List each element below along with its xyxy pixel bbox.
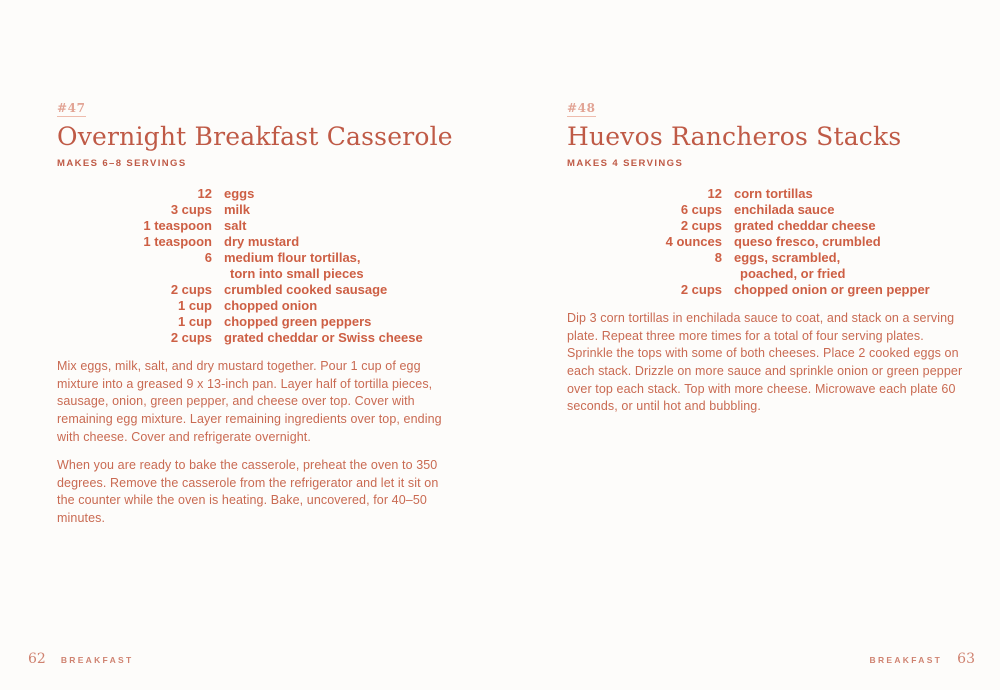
ingredient-quantity: 2 cups [170,330,212,346]
ingredient-row [57,234,455,250]
ingredient-row [57,202,455,218]
instruction-paragraph: Mix eggs, milk, salt, and dry mustard together. Pour 1 cup of egg mixture into a greased 9 x 13-inch pan. Layer half of tortilla pieces, sausage, onion, green pepper, and cheese over top. Cover with remaining egg mixture. Layer remaining ingredients over top, ending with cheese. Cover and refrigerate overnight. [57,359,442,444]
ingredient-name: chopped onion [224,298,318,314]
instructions [567,310,963,416]
right-recipe [567,99,963,427]
ingredient-row [57,330,455,346]
ingredient-quantity: 1 cup [178,298,212,314]
page-number: 62 [28,651,46,667]
ingredient-name: crumbled cooked sausage [224,282,388,298]
ingredient-row [57,218,455,234]
ingredient-name: chopped green peppers [224,314,372,330]
ingredient-quantity: 2 cups [680,282,722,298]
ingredient-row [567,234,963,250]
ingredient-name: salt [224,218,247,234]
ingredient-quantity: 1 teaspoon [143,234,212,250]
servings-line: MAKES 4 SERVINGS [567,158,684,170]
right-page-footer [870,651,975,667]
ingredients-list [567,186,963,298]
ingredient-quantity: 8 [714,250,722,266]
ingredient-name: milk [224,202,251,218]
ingredient-name: grated cheddar cheese [734,218,876,234]
ingredient-quantity: 3 cups [170,202,212,218]
ingredient-row [567,202,963,218]
ingredient-quantity: 2 cups [680,218,722,234]
ingredient-quantity: 2 cups [170,282,212,298]
ingredient-row [57,250,455,282]
ingredient-row [567,218,963,234]
ingredient-quantity: 6 cups [680,202,722,218]
ingredient-row [57,314,455,330]
ingredient-quantity: 12 [707,186,722,202]
section-label: BREAKFAST [60,655,134,665]
recipe-number-tag: #48 [567,101,596,115]
ingredient-name: medium flour tortillas, torn into small pieces [224,250,364,282]
ingredient-name: grated cheddar or Swiss cheese [224,330,423,346]
recipe-title: Overnight Breakfast Casserole [57,122,453,151]
recipe-number-tag: #47 [57,101,86,115]
ingredient-name: eggs, scrambled, poached, or fried [734,250,846,282]
ingredient-name: enchilada sauce [734,202,835,218]
left-recipe [57,99,455,539]
ingredient-quantity: 4 ounces [665,234,722,250]
ingredient-row [567,186,963,202]
ingredient-row [57,282,455,298]
ingredient-row [567,250,963,282]
servings-line: MAKES 6–8 SERVINGS [57,158,187,170]
ingredient-quantity: 12 [197,186,212,202]
ingredient-row [567,282,963,298]
instructions [57,358,455,527]
section-label: BREAKFAST [869,655,943,665]
instruction-paragraph: When you are ready to bake the casserole, preheat the oven to 350 degrees. Remove the casserole from the refrigerator and let it sit on the counter while the oven is heating. Bake, uncovered, for 40–50 minutes. [57,458,439,525]
ingredient-quantity: 1 teaspoon [143,218,212,234]
recipe-title: Huevos Rancheros Stacks [567,122,902,151]
ingredient-name: dry mustard [224,234,300,250]
ingredient-name: corn tortillas [734,186,813,202]
ingredient-name: eggs [224,186,255,202]
ingredient-quantity: 1 cup [178,314,212,330]
page-number: 63 [957,651,975,667]
ingredient-quantity: 6 [204,250,212,266]
ingredient-name: chopped onion or green pepper [734,282,930,298]
ingredient-name: queso fresco, crumbled [734,234,881,250]
ingredient-row [57,298,455,314]
ingredient-row [57,186,455,202]
left-page-footer [28,651,133,667]
instruction-paragraph: Dip 3 corn tortillas in enchilada sauce to coat, and stack on a serving plate. Repeat three more times for a total of four serving plates. Sprinkle the tops with some of both cheeses. Place 2 cooked eggs on each stack. Drizzle on more sauce and sprinkle onion or green pepper over top each stack. Top with more cheese. Microwave each plate 60 seconds, or until hot and bubbling. [567,311,963,414]
ingredients-list [57,186,455,346]
